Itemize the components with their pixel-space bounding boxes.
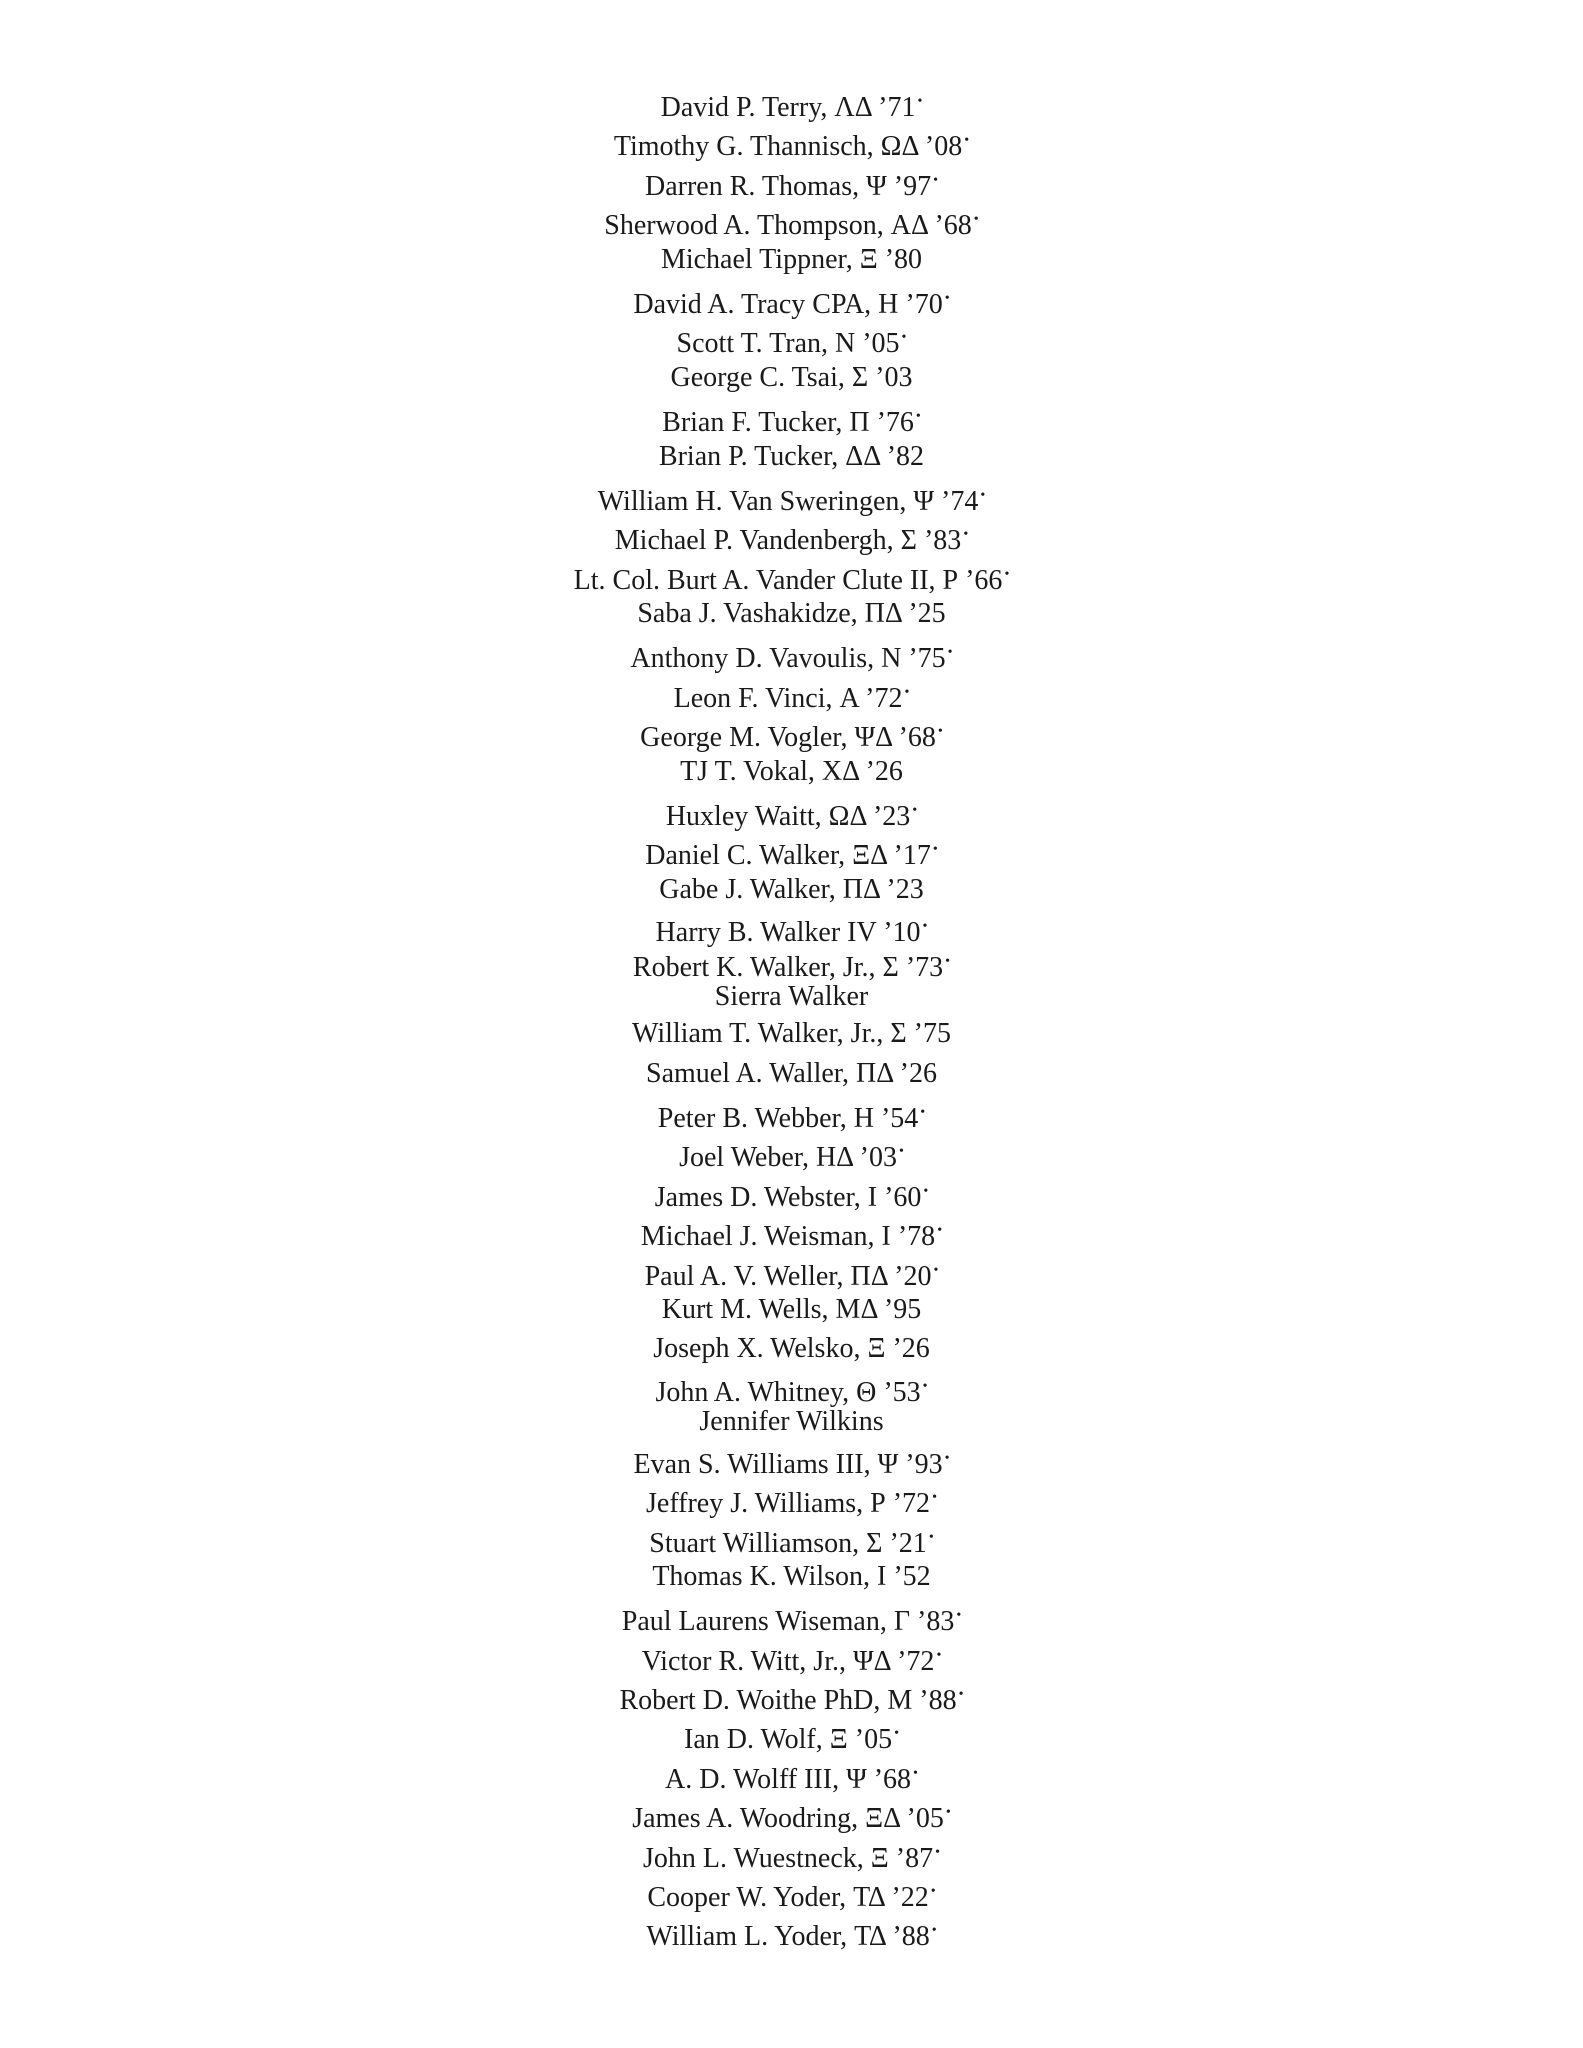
name-entry-text: Scott T. Tran, Ν ’05: [676, 328, 900, 360]
name-entry: [0, 161, 1583, 200]
name-entry: [0, 515, 1583, 557]
bullet-mark-icon: •: [945, 1805, 951, 1821]
name-entry-text: William H. Van Sweringen, Ψ ’74: [597, 485, 979, 517]
bullet-mark-icon: •: [913, 1765, 918, 1781]
name-entry: [0, 358, 1583, 397]
name-entry-text: Evan S. Williams III, Ψ ’93: [633, 1448, 943, 1480]
name-entry: [0, 1833, 1583, 1872]
name-entry-text: Gabe J. Walker, ΠΔ ’23: [659, 873, 924, 905]
name-entry: [0, 870, 1583, 909]
name-entry: [0, 1518, 1583, 1557]
name-entry-text: Brian F. Tucker, Π ’76: [662, 407, 914, 439]
name-entry-text: George C. Tsai, Σ ’03: [670, 361, 913, 393]
bullet-mark-icon: •: [945, 954, 951, 970]
name-entry: [0, 944, 1583, 984]
bullet-mark-icon: •: [904, 684, 910, 700]
bullet-mark-icon: •: [958, 1687, 964, 1703]
name-entry-text: Michael P. Vandenbergh, Σ ’83: [614, 525, 962, 557]
name-entry-text: George M. Vogler, ΨΔ ’68: [640, 722, 936, 754]
name-entry: [0, 397, 1583, 439]
bullet-mark-icon: •: [956, 1608, 962, 1624]
bullet-mark-icon: •: [912, 803, 918, 819]
name-entry: [0, 712, 1583, 754]
name-entry-text: Stuart Williamson, Σ ’21: [649, 1527, 927, 1559]
name-entry: [0, 200, 1583, 242]
name-entry-text: Paul Laurens Wiseman, Γ ’83: [621, 1606, 955, 1638]
name-entry-text: Victor R. Witt, Jr., ΨΔ ’72: [641, 1645, 935, 1677]
name-entry: [0, 909, 1583, 949]
bullet-mark-icon: •: [901, 330, 907, 346]
bullet-mark-icon: •: [963, 527, 969, 543]
bullet-mark-icon: •: [980, 487, 986, 503]
name-entry: [0, 830, 1583, 872]
bullet-mark-icon: •: [1004, 566, 1010, 582]
name-entry: [0, 979, 1583, 1014]
bullet-mark-icon: •: [944, 290, 950, 306]
bullet-mark-icon: •: [894, 1726, 899, 1742]
name-entry: [0, 279, 1583, 318]
name-entry: [0, 1754, 1583, 1793]
name-entry-text: Peter B. Webber, Η ’54: [657, 1102, 919, 1134]
name-entry-text: Paul A. V. Weller, ΠΔ ’20: [644, 1260, 932, 1292]
name-entry-text: Michael Tippner, Ξ ’80: [660, 243, 923, 275]
name-entry-text: John A. Whitney, Θ ’53: [655, 1376, 921, 1408]
name-entry: [0, 437, 1583, 476]
bullet-mark-icon: •: [915, 409, 921, 425]
name-entry-text: Lt. Col. Burt A. Vander Clute II, Ρ ’66: [573, 564, 1003, 596]
name-entry-text: David A. Tracy CPA, Η ’70: [633, 288, 943, 320]
name-entry: [0, 673, 1583, 712]
bullet-mark-icon: •: [933, 172, 938, 188]
name-entry: [0, 1596, 1583, 1638]
bullet-mark-icon: •: [922, 1378, 928, 1394]
name-entry: [0, 1872, 1583, 1914]
name-entry: [0, 752, 1583, 791]
bullet-mark-icon: •: [898, 1144, 904, 1160]
name-entry-text: Anthony D. Vavoulis, Ν ’75: [630, 643, 946, 675]
name-entry-text: John L. Wuestneck, Ξ ’87: [643, 1842, 934, 1874]
name-entry: [0, 82, 1583, 121]
name-entry-text: Cooper W. Yoder, ΤΔ ’22: [647, 1882, 929, 1914]
name-entry-text: Kurt M. Wells, ΜΔ ’95: [661, 1293, 922, 1325]
name-entry-text: William T. Walker, Jr., Σ ’75: [632, 1018, 951, 1050]
name-entry-text: TJ T. Vokal, ΧΔ ’26: [680, 755, 903, 787]
name-entry-text: Sierra Walker: [714, 981, 869, 1013]
name-entry: [0, 476, 1583, 515]
bullet-mark-icon: •: [931, 1923, 937, 1939]
name-entry-text: Brian P. Tucker, ΔΔ ’82: [658, 440, 925, 472]
name-entry-text: Harry B. Walker IV ’10: [655, 917, 921, 949]
name-entry-text: Jennifer Wilkins: [699, 1405, 884, 1437]
name-entry-text: James D. Webster, Ι ’60: [654, 1181, 922, 1213]
bullet-mark-icon: •: [933, 1262, 939, 1278]
name-entry-text: William L. Yoder, ΤΔ ’88: [646, 1921, 930, 1953]
bullet-mark-icon: •: [947, 645, 953, 661]
name-entry-text: Ian D. Wolf, Ξ ’05: [684, 1724, 893, 1756]
name-entry-text: Robert K. Walker, Jr., Σ ’73: [632, 952, 944, 984]
name-entry: [0, 1439, 1583, 1478]
name-entry-text: Michael J. Weisman, Ι ’78: [640, 1221, 936, 1253]
bullet-mark-icon: •: [923, 1183, 929, 1199]
bullet-mark-icon: •: [922, 919, 928, 935]
name-entry: [0, 1290, 1583, 1329]
name-entry-text: Saba J. Vashakidze, ΠΔ ’25: [637, 598, 946, 630]
name-entry: [0, 1093, 1583, 1132]
bullet-mark-icon: •: [935, 1844, 940, 1860]
name-entry: [0, 1172, 1583, 1211]
bullet-mark-icon: •: [930, 1884, 936, 1900]
name-entry-text: Sherwood A. Thompson, ΑΔ ’68: [604, 210, 972, 242]
bullet-mark-icon: •: [932, 842, 938, 858]
name-entry-text: Darren R. Thomas, Ψ ’97: [645, 170, 932, 202]
name-entry: [0, 1211, 1583, 1253]
name-entry-text: Jeffrey J. Williams, Ρ ’72: [646, 1488, 931, 1520]
bullet-mark-icon: •: [964, 133, 970, 149]
name-entry: [0, 1557, 1583, 1596]
name-entry-text: Joseph X. Welsko, Ξ ’26: [653, 1333, 930, 1365]
name-entry: [0, 1014, 1583, 1053]
bullet-mark-icon: •: [936, 1647, 942, 1663]
name-entry: [0, 1636, 1583, 1675]
name-entry-text: Timothy G. Thannisch, ΩΔ ’08: [613, 131, 963, 163]
name-entry: [0, 594, 1583, 633]
name-entry: [0, 1478, 1583, 1520]
name-entry: [0, 1251, 1583, 1290]
bullet-mark-icon: •: [937, 1223, 943, 1239]
name-entry-text: Robert D. Woithe PhD, Μ ’88: [619, 1685, 957, 1717]
name-entry: [0, 1404, 1583, 1439]
name-entry: [0, 1054, 1583, 1093]
name-entry: [0, 1911, 1583, 1953]
name-entry-text: Huxley Waitt, ΩΔ ’23: [665, 801, 911, 833]
name-entry: [0, 1369, 1583, 1408]
bullet-mark-icon: •: [937, 724, 943, 740]
bullet-mark-icon: •: [944, 1450, 950, 1466]
name-entry-text: Leon F. Vinci, Α ’72: [673, 682, 903, 714]
name-entry: [0, 1675, 1583, 1717]
name-entry: [0, 1329, 1583, 1368]
donor-name-list: [0, 82, 1583, 1951]
bullet-mark-icon: •: [932, 1490, 937, 1506]
name-entry-text: Joel Weber, ΗΔ ’03: [679, 1142, 897, 1174]
name-entry-text: Daniel C. Walker, ΞΔ ’17: [645, 840, 931, 872]
name-entry: [0, 791, 1583, 833]
name-entry: [0, 318, 1583, 360]
bullet-mark-icon: •: [973, 212, 979, 228]
bullet-mark-icon: •: [920, 1104, 926, 1120]
name-entry-text: James A. Woodring, ΞΔ ’05: [632, 1803, 944, 1835]
name-entry-text: Samuel A. Waller, ΠΔ ’26: [646, 1057, 937, 1089]
name-entry: [0, 555, 1583, 594]
name-entry: [0, 240, 1583, 279]
name-entry-text: A. D. Wolff III, Ψ ’68: [665, 1763, 912, 1795]
name-entry: [0, 633, 1583, 675]
name-entry: [0, 1132, 1583, 1174]
name-entry-text: David P. Terry, ΛΔ ’71: [660, 92, 916, 123]
name-entry-text: Thomas K. Wilson, Ι ’52: [652, 1560, 931, 1592]
name-entry: [0, 1714, 1583, 1756]
name-entry: [0, 121, 1583, 163]
bullet-mark-icon: •: [917, 94, 923, 109]
name-entry: [0, 1793, 1583, 1835]
bullet-mark-icon: •: [928, 1529, 934, 1545]
